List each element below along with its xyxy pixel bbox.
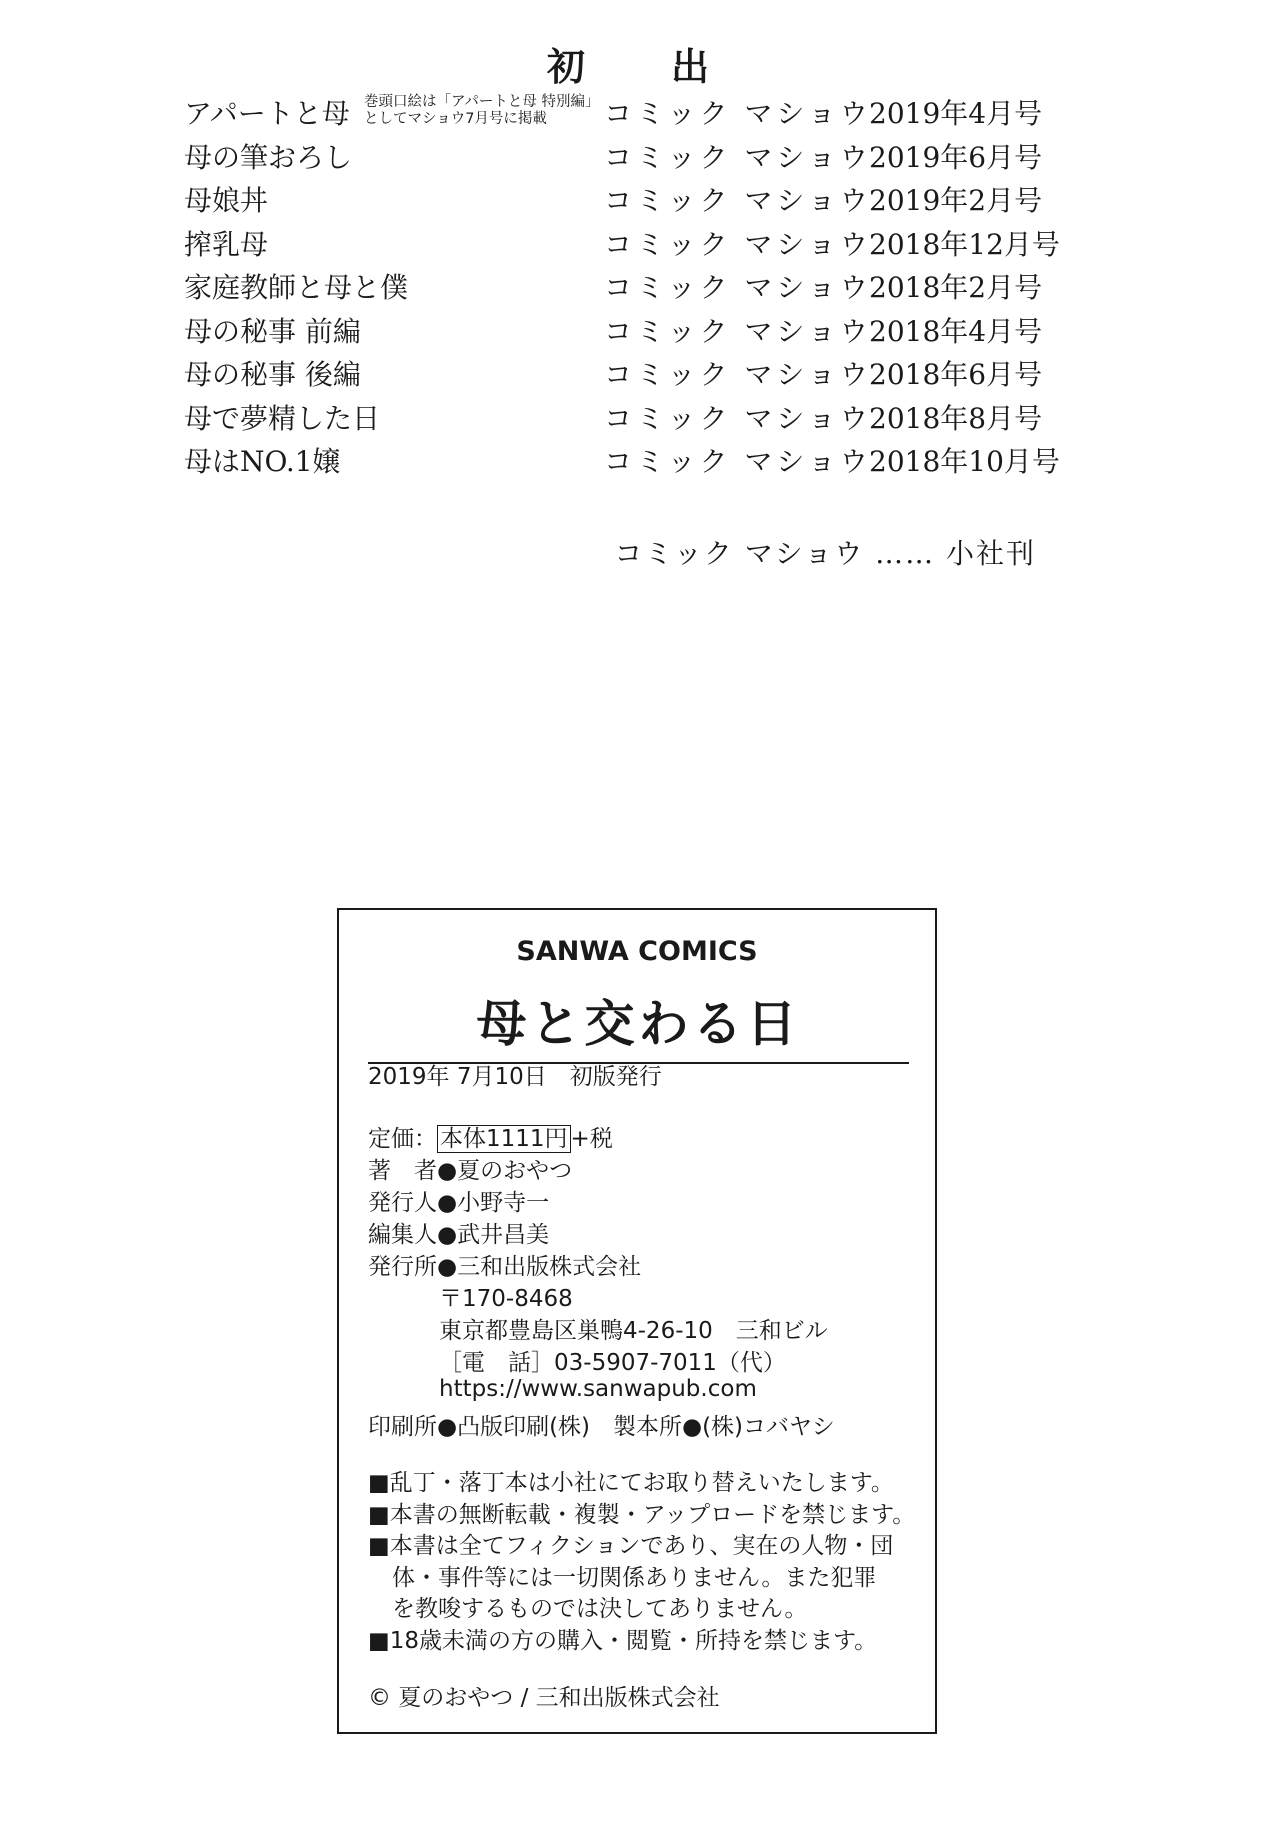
magazine-issue: 2018年6月号 xyxy=(869,358,1043,391)
notice-item: ■本書は全てフィクションであり、実在の人物・団 xyxy=(368,1533,894,1559)
first-appearance-list xyxy=(184,92,1064,484)
toc-row xyxy=(184,223,1064,267)
story-title: 家庭教師と母と僕 xyxy=(184,271,409,304)
first-edition-date: 2019年 7月10日 初版発行 xyxy=(368,1064,662,1090)
notice-item: ■18歳未満の方の購入・閲覧・所持を禁じます。 xyxy=(368,1627,878,1654)
magazine-name: コミック マショウ xyxy=(604,140,872,174)
author-line: 著 者●夏のおやつ xyxy=(368,1158,573,1184)
notices xyxy=(368,1468,915,1657)
toc-row xyxy=(184,136,1064,180)
story-note-line: 巻頭口絵は「アパートと母 特別編」 xyxy=(364,94,600,110)
magazine-issue: 2019年2月号 xyxy=(869,184,1043,217)
publisher-line: 発行所●三和出版株式会社 xyxy=(368,1254,642,1280)
price-line xyxy=(368,1120,613,1153)
phone: ［電 話］03-5907-7011（代） xyxy=(439,1350,786,1376)
magazine-issue: 2018年12月号 xyxy=(869,227,1060,261)
story-title: 母の筆おろし xyxy=(184,140,353,174)
toc-row xyxy=(184,92,1064,136)
story-title: 母の秘事 後編 xyxy=(184,358,361,391)
magazine-name: コミック マショウ xyxy=(604,358,872,391)
series-name: SANWA COMICS xyxy=(516,936,758,967)
story-title: 母はNO.1嬢 xyxy=(184,445,341,478)
editor-line: 編集人●武井昌美 xyxy=(368,1222,550,1248)
magazine-name: コミック マショウ xyxy=(604,401,872,435)
notice-item-continued: 体・事件等には一切関係ありません。また犯罪 xyxy=(392,1564,877,1591)
magazine-name: コミック マショウ xyxy=(604,314,872,348)
price-value: 本体1111円 xyxy=(437,1125,571,1153)
notice-item: ■乱丁・落丁本は小社にてお取り替えいたします。 xyxy=(368,1470,894,1496)
story-note-line: としてマショウ7月号に掲載 xyxy=(364,111,547,127)
magazine-name: コミック マショウ xyxy=(604,97,872,130)
website-link[interactable]: https://www.sanwapub.com xyxy=(439,1376,757,1402)
publisher-note: コミック マショウ …… 小社刊 xyxy=(614,537,1036,570)
magazine-name: コミック マショウ xyxy=(604,184,872,217)
magazine-name: コミック マショウ xyxy=(604,271,872,304)
magazine-issue: 2018年4月号 xyxy=(869,314,1043,348)
notice-item-continued: を教唆するものでは決してありません。 xyxy=(392,1596,808,1622)
toc-row xyxy=(184,397,1064,441)
price-tax: +税 xyxy=(570,1126,613,1152)
copyright-line: © 夏のおやつ / 三和出版株式会社 xyxy=(368,1685,720,1711)
magazine-name: コミック マショウ xyxy=(604,227,872,261)
magazine-issue: 2018年8月号 xyxy=(869,401,1043,435)
first-appearance-heading: 初 出 xyxy=(546,44,733,89)
printing-line: 印刷所●凸版印刷(株) 製本所●(株)コバヤシ xyxy=(368,1414,835,1440)
magazine-issue: 2019年4月号 xyxy=(869,97,1043,130)
story-title: 搾乳母 xyxy=(184,227,269,261)
toc-row xyxy=(184,353,1064,397)
colophon-box xyxy=(337,908,937,1734)
magazine-issue: 2018年10月号 xyxy=(869,445,1060,478)
price-label: 定価： xyxy=(368,1126,437,1152)
address: 東京都豊島区巣鴨4-26-10 三和ビル xyxy=(439,1318,828,1344)
issuer-line: 発行人●小野寺一 xyxy=(368,1190,550,1216)
story-title: アパートと母 xyxy=(184,97,350,130)
magazine-issue: 2019年6月号 xyxy=(869,140,1043,174)
book-title: 母と交わる日 xyxy=(368,984,909,1064)
story-title: 母の秘事 前編 xyxy=(184,314,361,348)
toc-row xyxy=(184,179,1064,223)
story-title: 母で夢精した日 xyxy=(184,401,381,435)
magazine-issue: 2018年2月号 xyxy=(869,271,1043,304)
magazine-name: コミック マショウ xyxy=(604,445,872,478)
toc-row xyxy=(184,266,1064,310)
toc-row xyxy=(184,440,1064,484)
postal-code: 〒170-8468 xyxy=(439,1286,573,1312)
notice-item: ■本書の無断転載・複製・アップロードを禁じます。 xyxy=(368,1501,916,1528)
story-note xyxy=(364,94,599,128)
toc-row xyxy=(184,310,1064,354)
story-title: 母娘丼 xyxy=(184,184,269,217)
